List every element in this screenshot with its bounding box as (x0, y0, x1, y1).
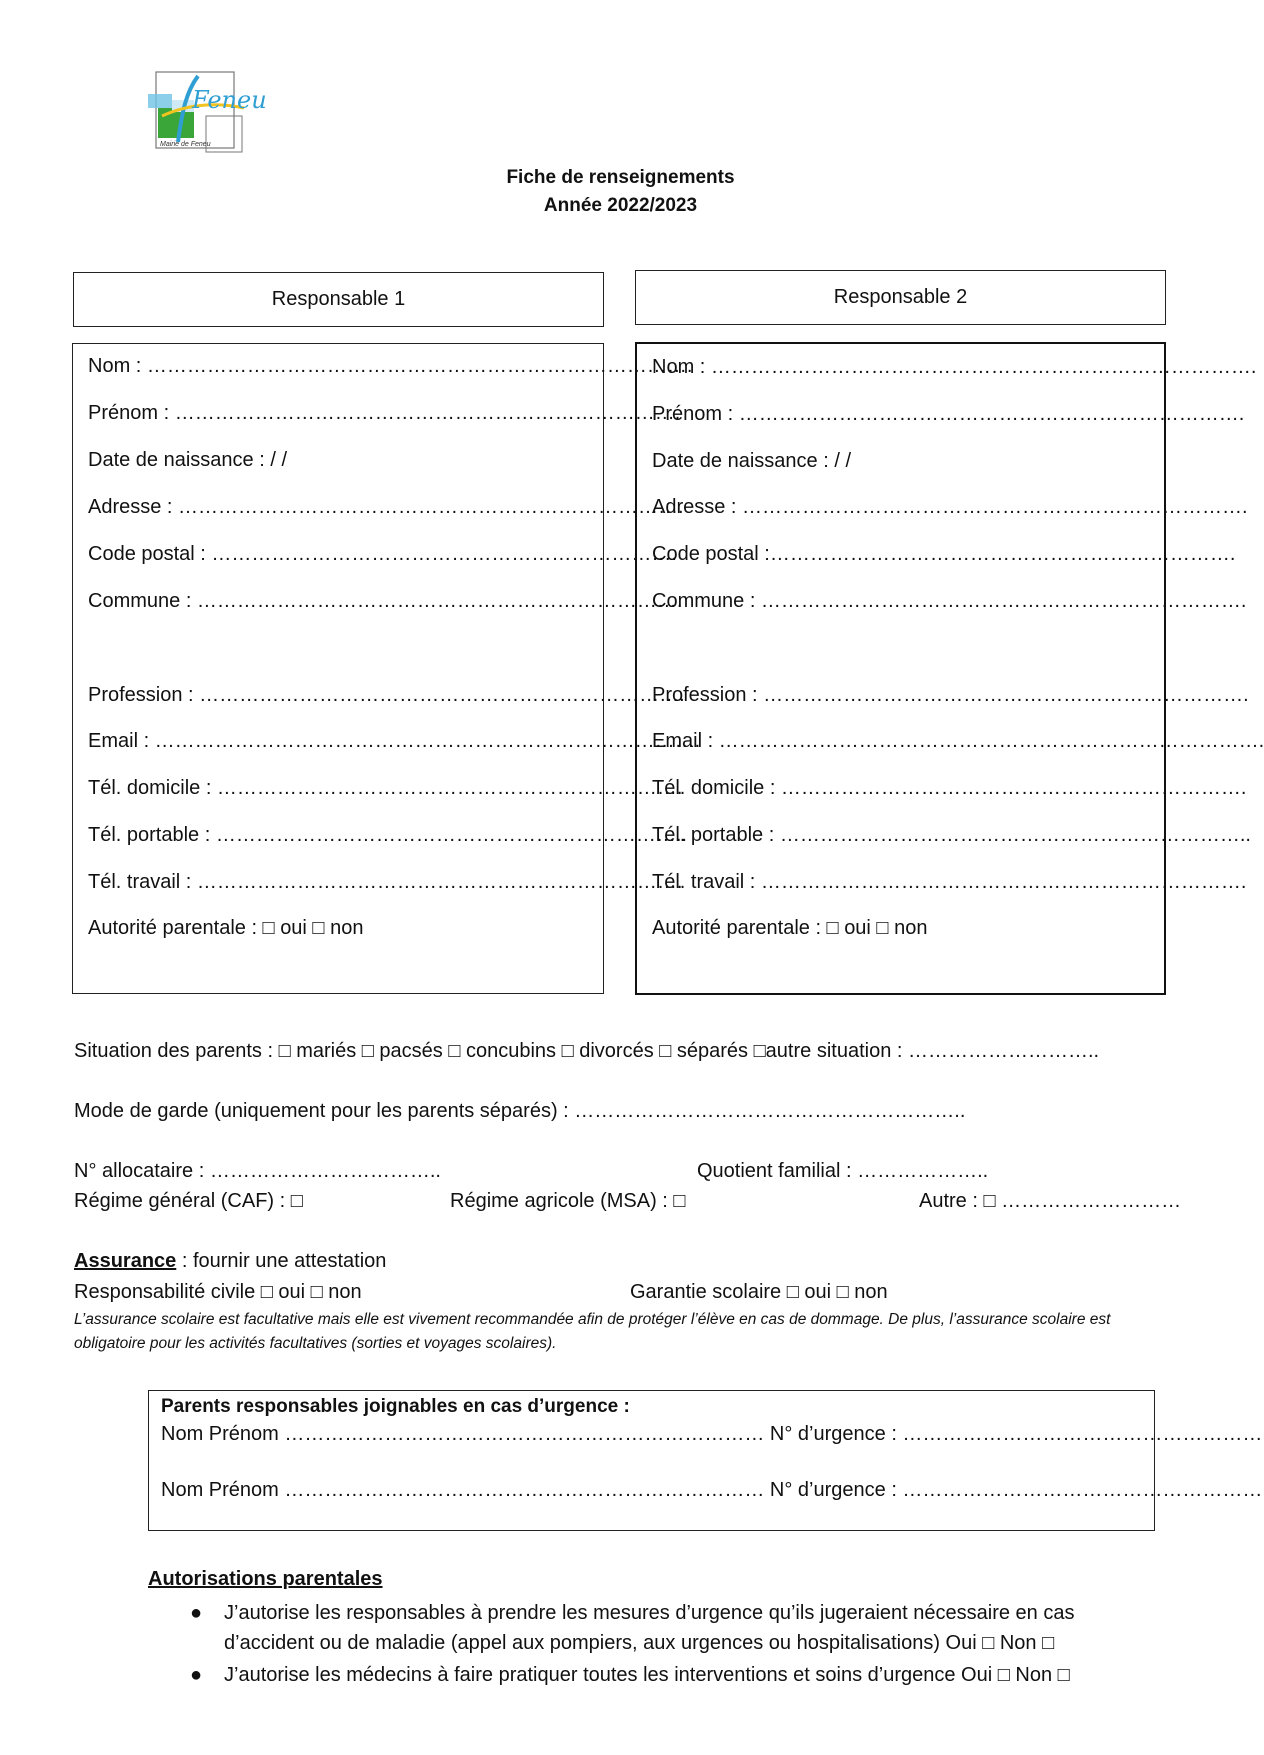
feneu-logo-graphic (148, 72, 267, 172)
field-tel-domicile[interactable]: Tél. domicile : ……………………………………………………………. (652, 777, 1247, 799)
mode-de-garde[interactable]: Mode de garde (uniquement pour les parents séparés) : ………………………………………………….. (74, 1100, 966, 1122)
field-profession[interactable]: Profession : ………………………………………………………………. (88, 684, 685, 706)
responsable-1-form (72, 343, 701, 994)
regime-agricole-msa[interactable]: Régime agricole (MSA) : □ (450, 1190, 686, 1212)
urgence-title: Parents responsables joignables en cas d’urgence : (161, 1396, 630, 1417)
field-prenom[interactable]: Prénom : …………………………………………………………………. (88, 402, 681, 424)
urgence-contact-2[interactable]: Nom Prénom ……………………………………………………………… N° d’urgence : ……………………………………………… (161, 1479, 1263, 1501)
bullet-icon: ● (190, 1664, 203, 1686)
garantie-scolaire[interactable]: Garantie scolaire □ oui □ non (630, 1281, 888, 1303)
field-tel-travail[interactable]: Tél. travail : ………………………………………………………………. (88, 871, 683, 893)
field-commune[interactable]: Commune : ………………………………………………………………. (652, 590, 1247, 612)
responsable-2-form (635, 342, 1264, 995)
situation-parents[interactable]: Situation des parents : □ mariés □ pacsés □ concubins □ divorcés □ séparés □autre situation : ……………………….. (74, 1040, 1100, 1062)
regime-autre[interactable]: Autre : □ ……………………… (919, 1190, 1182, 1212)
field-adresse[interactable]: Adresse : …………………………………………………………………. (652, 496, 1248, 518)
page-subtitle-year: Année 2022/2023 (543, 195, 698, 216)
field-tel-portable[interactable]: Tél. portable : …………………………………………………………….. (652, 824, 1251, 846)
field-nom[interactable]: Nom : ………………………………………………………………………. (652, 356, 1257, 378)
responsable-1-header: Responsable 1 (73, 272, 604, 327)
field-tel-domicile[interactable]: Tél. domicile : ……………………………………………………………. (88, 777, 683, 799)
svg-text:Mairie de Feneu: Mairie de Feneu (160, 141, 211, 148)
svg-text:Feneu: Feneu (192, 86, 267, 114)
regime-general-caf[interactable]: Régime général (CAF) : □ (74, 1190, 303, 1212)
assurance-instruction: : fournir une attestation (176, 1250, 387, 1272)
field-profession[interactable]: Profession : ………………………………………………………………. (652, 684, 1249, 706)
field-date-naissance[interactable]: Date de naissance : / / (88, 449, 288, 471)
field-prenom[interactable]: Prénom : …………………………………………………………………. (652, 403, 1245, 425)
page-title: Fiche de renseignements (506, 167, 735, 188)
assurance-heading (74, 1250, 386, 1273)
field-code-postal[interactable]: Code postal :……………………………………………………………. (652, 543, 1236, 565)
responsabilite-civile[interactable]: Responsabilité civile □ oui □ non (74, 1281, 362, 1303)
field-tel-travail[interactable]: Tél. travail : ………………………………………………………………. (652, 871, 1247, 893)
numero-allocataire[interactable]: N° allocataire : …………………………….. (74, 1160, 441, 1182)
field-adresse[interactable]: Adresse : …………………………………………………………………. (88, 496, 684, 518)
field-email[interactable]: Email : ………………………………………………………………………. (652, 730, 1264, 752)
field-email[interactable]: Email : ………………………………………………………………………. (88, 730, 701, 752)
bullet-icon: ● (190, 1602, 203, 1624)
autorisation-medecins[interactable]: J’autorise les médecins à faire pratiquer toutes les interventions et soins d’urgence Oui □ Non □ (224, 1664, 1070, 1686)
field-date-naissance[interactable]: Date de naissance : / / (652, 450, 852, 472)
feneu-logo (148, 72, 267, 172)
assurance-label: Assurance (74, 1250, 177, 1272)
responsable-2-header: Responsable 2 (635, 270, 1166, 325)
field-autorite-parentale[interactable]: Autorité parentale : □ oui □ non (88, 917, 364, 939)
field-autorite-parentale[interactable]: Autorité parentale : □ oui □ non (652, 917, 928, 939)
field-commune[interactable]: Commune : ………………………………………………………………. (88, 590, 683, 612)
assurance-note: L’assurance scolaire est facultative mais elle est vivement recommandée afin de protéger l’élève en cas de dommage. De plus, l’assurance scolaire est obligatoire pour les activités facultatives (sorties et voyages scolaires). (74, 1311, 1111, 1352)
field-code-postal[interactable]: Code postal : ……………………………………………………………. (88, 543, 677, 565)
quotient-familial[interactable]: Quotient familial : ……………….. (697, 1160, 989, 1182)
urgence-contacts-box (148, 1390, 1263, 1531)
urgence-contact-1[interactable]: Nom Prénom ……………………………………………………………… N° d’urgence : ……………………………………………… (161, 1423, 1263, 1445)
autorisations-title: Autorisations parentales (148, 1568, 383, 1590)
field-tel-portable[interactable]: Tél. portable : …………………………………………………………….. (88, 824, 687, 846)
field-nom[interactable]: Nom : ………………………………………………………………………. (88, 355, 693, 377)
autorisation-urgence[interactable]: J’autorise les responsables à prendre les mesures d’urgence qu’ils jugeraient nécessaire en cas d’accident ou de maladie (appel aux pompiers, aux urgences ou hospitalisations) Oui □ Non □ (224, 1602, 1075, 1654)
